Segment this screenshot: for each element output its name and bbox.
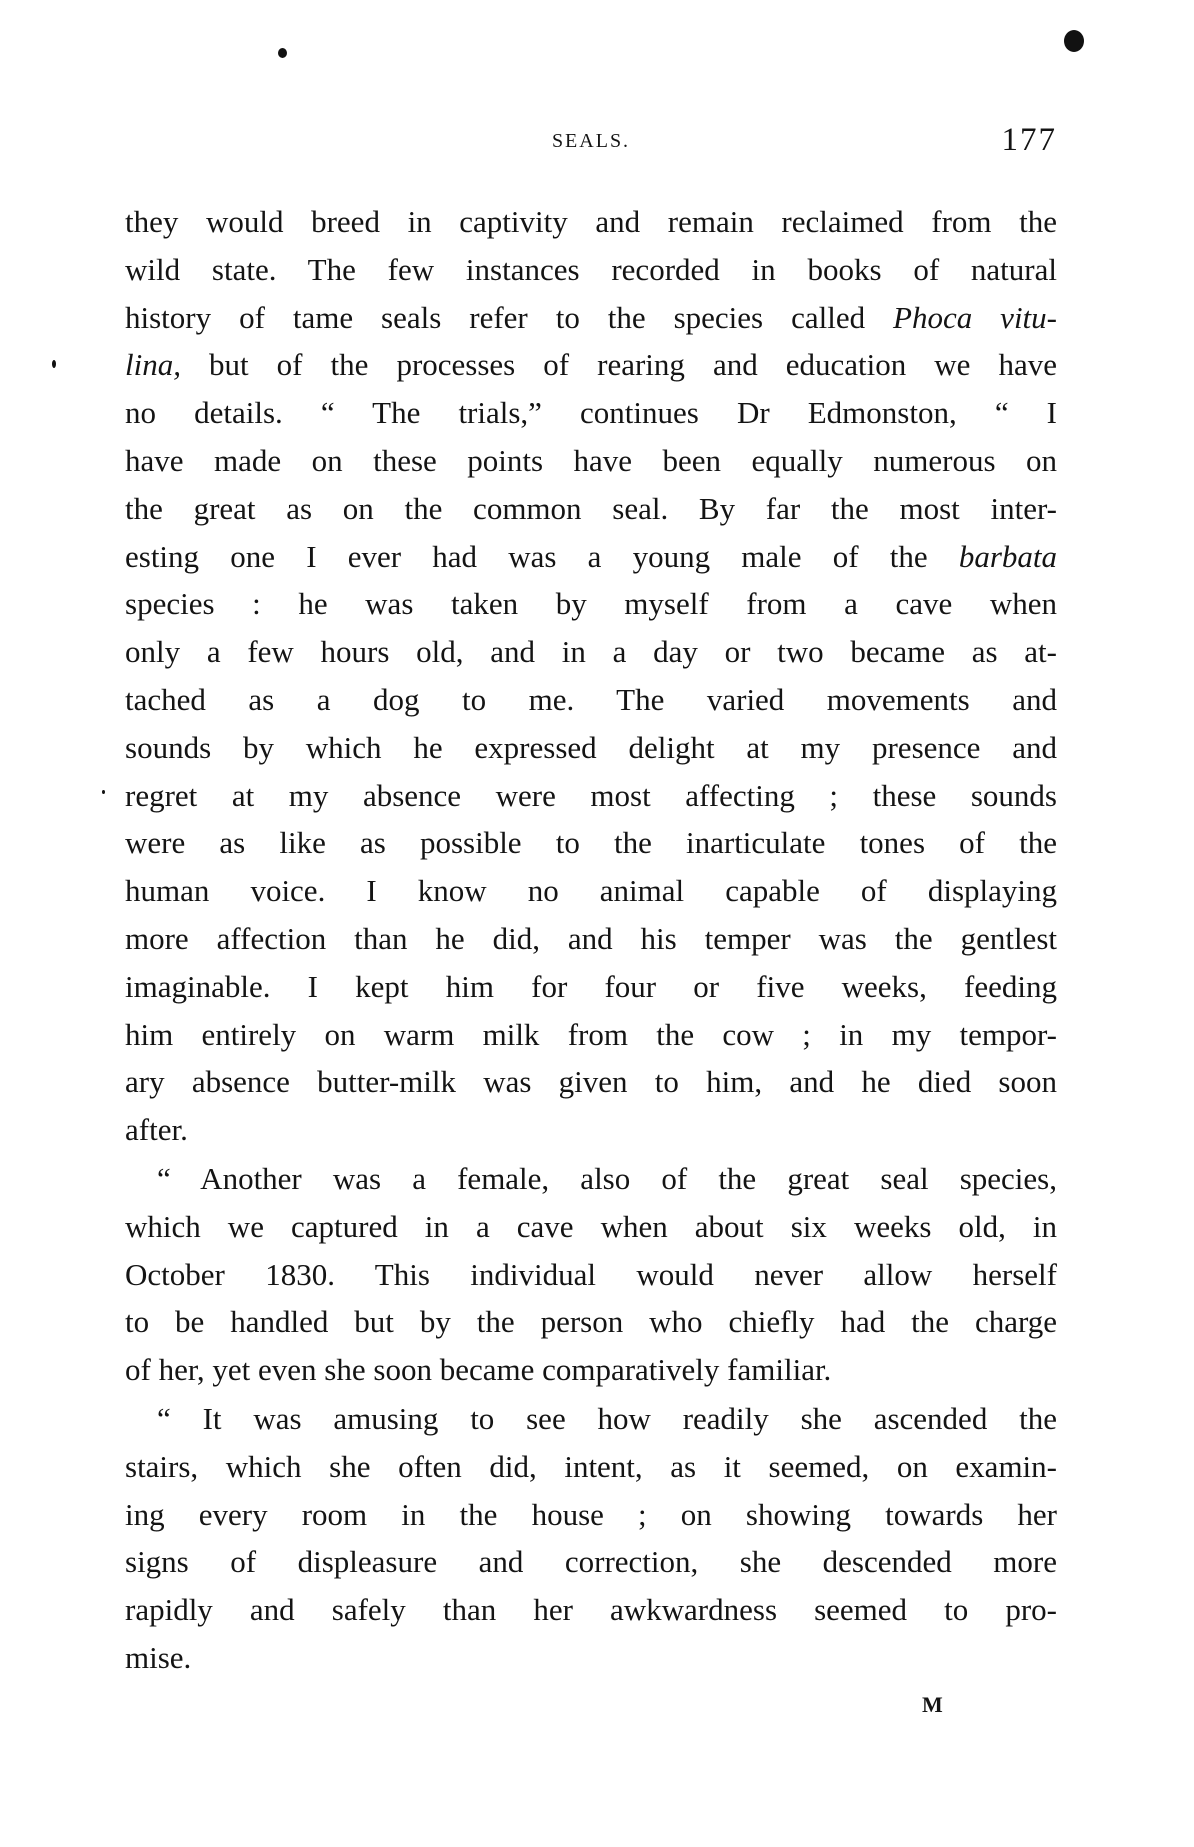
text-segment: “ It was amusing to see how readily she ascended the bbox=[157, 1400, 1057, 1436]
text-line bbox=[125, 389, 1057, 437]
text-segment: but of the processes of rearing and education we have bbox=[180, 347, 1057, 383]
text-line bbox=[125, 1155, 1057, 1203]
text-segment: rapidly and safely than her awkwardness seemed to pro- bbox=[125, 1592, 1057, 1628]
text-segment: esting one I ever had was a young male of the bbox=[125, 538, 959, 574]
text-line bbox=[125, 1586, 1057, 1634]
text-segment: ing every room in the house ; on showing towards her bbox=[125, 1496, 1057, 1532]
text-line bbox=[125, 485, 1057, 533]
text-segment: October 1830. This individual would never allow herself bbox=[125, 1256, 1057, 1292]
text-line bbox=[125, 533, 1057, 581]
text-segment: sounds by which he expressed delight at my presence and bbox=[125, 729, 1057, 765]
text-line bbox=[125, 676, 1057, 724]
text-line bbox=[125, 724, 1057, 772]
text-segment: imaginable. I kept him for four or five weeks, feeding bbox=[125, 968, 1057, 1004]
text-line bbox=[125, 1491, 1057, 1539]
text-segment: human voice. I know no animal capable of displaying bbox=[125, 873, 1057, 909]
text-line bbox=[125, 1538, 1057, 1586]
text-line bbox=[125, 1203, 1057, 1251]
text-line bbox=[125, 867, 1057, 915]
text-line bbox=[125, 819, 1057, 867]
text-segment: history of tame seals refer to the species called bbox=[125, 299, 894, 335]
ink-blot bbox=[278, 48, 287, 58]
text-segment: have made on these points have been equally numerous on bbox=[125, 442, 1057, 478]
body-text bbox=[125, 198, 1057, 1682]
text-line bbox=[125, 772, 1057, 820]
text-line bbox=[125, 1634, 1057, 1682]
text-segment: mise. bbox=[125, 1639, 192, 1675]
text-line bbox=[125, 963, 1057, 1011]
text-line bbox=[125, 437, 1057, 485]
signature-mark: M bbox=[922, 1692, 943, 1717]
text-segment: only a few hours old, and in a day or two became as at- bbox=[125, 634, 1057, 670]
text-line bbox=[125, 628, 1057, 676]
text-line bbox=[125, 341, 1057, 389]
text-segment: the great as on the common seal. By far the most inter- bbox=[125, 490, 1057, 526]
text-line bbox=[125, 1058, 1057, 1106]
text-line bbox=[125, 915, 1057, 963]
italic-text: lina, bbox=[125, 347, 181, 383]
ink-speck bbox=[52, 360, 56, 368]
text-segment: stairs, which she often did, intent, as it seemed, on examin- bbox=[125, 1448, 1057, 1484]
running-head-title: SEALS. bbox=[551, 130, 631, 152]
text-segment: which we captured in a cave when about six weeks old, in bbox=[125, 1208, 1057, 1244]
text-line bbox=[125, 580, 1057, 628]
text-line bbox=[125, 1346, 1057, 1394]
text-line bbox=[125, 1298, 1057, 1346]
text-segment: no details. “ The trials,” continues Dr Edmonston, “ I bbox=[125, 395, 1057, 431]
text-segment: were as like as possible to the inarticulate tones of the bbox=[125, 825, 1057, 861]
text-segment: wild state. The few instances recorded in books of natural bbox=[125, 251, 1057, 287]
italic-text: barbata bbox=[958, 538, 1057, 574]
text-segment: ary absence butter-milk was given to him, and he died soon bbox=[125, 1064, 1057, 1100]
text-line bbox=[125, 1251, 1057, 1299]
text-segment: they would breed in captivity and remain reclaimed from the bbox=[125, 204, 1057, 239]
ink-speck bbox=[102, 790, 105, 794]
text-segment: “ Another was a female, also of the great seal species, bbox=[157, 1160, 1057, 1196]
text-line bbox=[125, 198, 1057, 246]
ink-blot bbox=[1064, 30, 1084, 52]
text-line bbox=[125, 246, 1057, 294]
italic-text: Phoca vitu- bbox=[893, 299, 1057, 335]
text-segment: to be handled but by the person who chiefly had the charge bbox=[125, 1304, 1057, 1340]
text-segment: signs of displeasure and correction, she descended more bbox=[125, 1544, 1057, 1580]
text-line bbox=[125, 1443, 1057, 1491]
running-head bbox=[125, 122, 1057, 166]
text-segment: after. bbox=[125, 1112, 188, 1148]
text-segment: tached as a dog to me. The varied movements and bbox=[125, 681, 1057, 717]
text-line bbox=[125, 1106, 1057, 1154]
text-segment: him entirely on warm milk from the cow ; in my tempor- bbox=[125, 1016, 1057, 1052]
text-line bbox=[125, 1395, 1057, 1443]
page-number: 177 bbox=[1001, 122, 1057, 158]
text-line bbox=[125, 1011, 1057, 1059]
text-segment: more affection than he did, and his temper was the gentlest bbox=[125, 920, 1057, 956]
text-line bbox=[125, 294, 1057, 342]
text-segment: regret at my absence were most affecting ; these sounds bbox=[125, 777, 1057, 813]
text-segment: of her, yet even she soon became comparatively familiar. bbox=[125, 1352, 832, 1388]
text-segment: species : he was taken by myself from a cave when bbox=[125, 586, 1057, 622]
